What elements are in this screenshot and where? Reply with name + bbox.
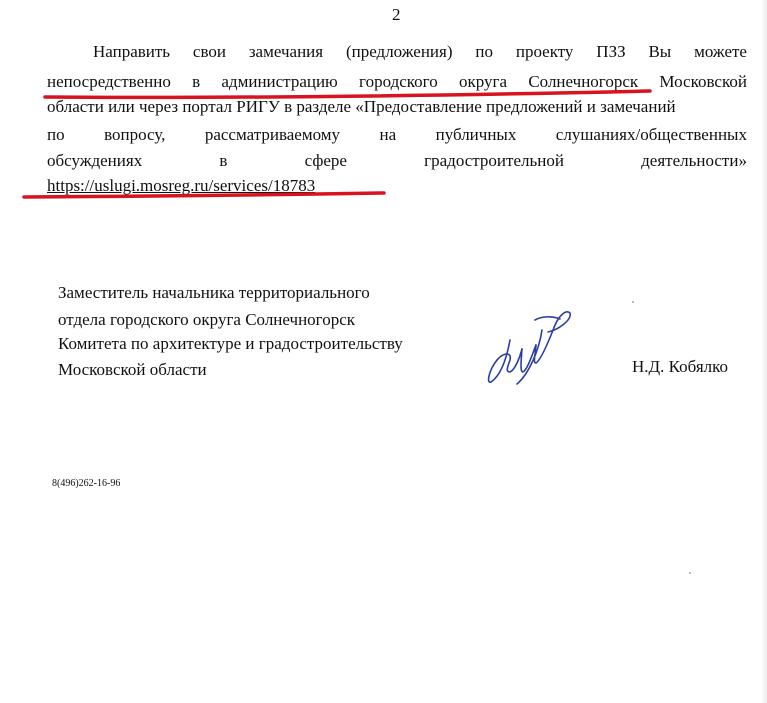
paragraph-word: публичных (435, 125, 517, 144)
signer-position (58, 283, 403, 380)
page-number: 2 (392, 5, 401, 24)
paragraph-line-5 (47, 151, 747, 171)
scan-edge (761, 0, 767, 703)
paragraph-word: ПЗЗ (596, 42, 626, 61)
paragraph-word: администрацию (221, 72, 338, 91)
signer-name: Н.Д. Кобялко (632, 357, 729, 376)
paragraph-word: непосредственно (47, 72, 171, 91)
scan-dot (689, 572, 691, 574)
paragraph-line-3: области или через портал РИГУ в разделе «Предоставление предложений и замечаний (47, 97, 676, 116)
paragraph-word: на (379, 125, 397, 144)
paragraph-word: в (219, 151, 228, 170)
paragraph-word: градостроительной (424, 151, 564, 170)
paragraph-word: слушаниях/общественных (555, 125, 747, 144)
paragraph-word: деятельности» (641, 151, 747, 170)
paragraph-word: Вы (648, 42, 672, 61)
paragraph-word: округа (459, 72, 508, 91)
paragraph-word: Солнечногорск (528, 72, 639, 91)
paragraph-word: свои (192, 42, 226, 61)
paragraph-line-4 (47, 125, 747, 145)
paragraph-word: (предложения) (345, 42, 453, 61)
signer-position-line: отдела городского округа Солнечногорск (58, 310, 356, 329)
paragraph-word: Московской (659, 72, 747, 91)
paragraph-word: в (192, 72, 201, 91)
paragraph-word: сфере (304, 151, 347, 170)
phone-number: 8(496)262-16-96 (52, 478, 121, 489)
paragraph-word: вопросу, (104, 125, 166, 144)
signer-position-line: Комитета по архитектуре и градостроительству (58, 334, 403, 353)
signer-position-line: Заместитель начальника территориального (58, 283, 370, 302)
paragraph-line-2 (47, 72, 747, 92)
paragraph-word: по (47, 125, 65, 144)
portal-link[interactable]: https://uslugi.mosreg.ru/services/18783 (47, 176, 316, 195)
paragraph-word: рассматриваемому (204, 125, 341, 144)
paragraph-word: по (475, 42, 493, 61)
paragraph-word: можете (694, 42, 747, 61)
handwritten-signature-icon (489, 312, 571, 384)
paragraph-word: городского (359, 72, 438, 91)
paragraph-word: Направить (93, 42, 171, 61)
signer-position-line: Московской области (58, 360, 207, 379)
scan-dot (632, 301, 634, 303)
paragraph-word: проекту (515, 42, 574, 61)
paragraph-line-1 (93, 42, 747, 62)
paragraph-word: замечания (248, 42, 324, 61)
paragraph-word: обсуждениях (47, 151, 143, 170)
